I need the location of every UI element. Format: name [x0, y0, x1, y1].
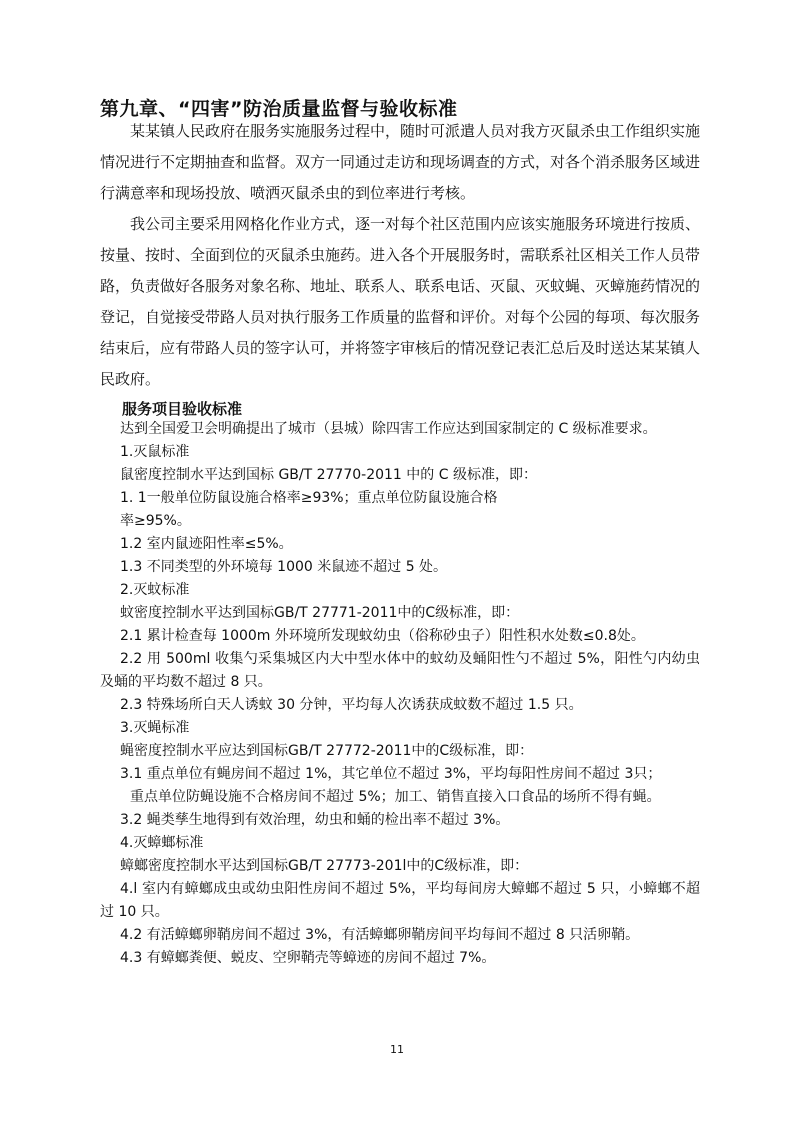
fly-item-1: 3.1 重点单位有蝇房间不超过 1%，其它单位不超过 3%，平均每阳性房间不超过 3只；: [120, 766, 662, 782]
fly-item-2: 3.2 蝇类孳生地得到有效治理，幼虫和蛹的检出率不超过 3%。: [120, 812, 510, 828]
mosquito-standard-title: 2.灭蚊标准: [120, 582, 190, 598]
fly-item-1b: 重点单位防蝇设施不合格房间不超过 5%；加工、销售直接入口食品的场所不得有蝇。: [130, 789, 661, 805]
fly-standard-desc: 蝇密度控制水平应达到国标GB/T 27772-2011中的C级标准，即：: [120, 743, 534, 759]
paragraph-grid-operation: 我公司主要采用网格化作业方式，逐一对每个社区范围内应该实施服务环境进行按质、按量、按时、全面到位的灭鼠杀虫施药。进入各个开展服务时，需联系社区相关工作人员带路，负责做好各服务对象名称、地址、联系人、联系电话、灭鼠、灭蚊蝇、灭蟑施药情况的登记，自觉接受带路人员对执行服务工作质量的监督和评价。对每个公园的每项、每次服务结束后，应有带路人员的签字认可，并将签字审核后的情况登记表汇总后及时送达某某镇人民政府。: [100, 215, 701, 388]
mosquito-standard-desc: 蚊密度控制水平达到国标GB/T 27771-2011中的C级标准，即：: [120, 605, 520, 621]
cockroach-item-3: 4.3 有蟑螂粪便、蜕皮、空卵鞘壳等蟑迹的房间不超过 7%。: [120, 950, 496, 966]
page-number: 11: [390, 1043, 404, 1056]
chapter-heading: 第九章、“四害”防治质量监督与验收标准: [100, 98, 458, 120]
mosquito-item-3: 2.3 特殊场所白天人诱蚊 30 分钟，平均每人次诱获成蚊数不超过 1.5 只。: [120, 697, 583, 713]
rat-standard-desc: 鼠密度控制水平达到国标 GB/T 27770-2011 中的 C 级标准，即：: [120, 467, 537, 483]
standards-intro: 达到全国爱卫会明确提出了城市（县城）除四害工作应达到国家制定的 C 级标准要求。: [120, 421, 657, 437]
rat-item-1-line2: 率≥95%。: [120, 513, 191, 529]
cockroach-standard-title: 4.灭蟑螂标准: [120, 835, 204, 851]
cockroach-item-2: 4.2 有活蟑螂卵鞘房间不超过 3%，有活蟑螂卵鞘房间平均每间不超过 8 只活卵鞘。: [120, 927, 640, 943]
cockroach-item-1: 4.l 室内有蟑螂成虫或幼虫阳性房间不超过 5%，平均每间房大蟑螂不超过 5 只，小蟑螂不超过 10 只。: [100, 881, 700, 920]
fly-standard-title: 3.灭蝇标准: [120, 720, 190, 736]
paragraph-supervision: 某某镇人民政府在服务实施服务过程中，随时可派遣人员对我方灭鼠杀虫工作组织实施情况进行不定期抽查和监督。双方一同通过走访和现场调查的方式，对各个消杀服务区域进行满意率和现场投放、喷洒灭鼠杀虫的到位率进行考核。: [100, 122, 701, 202]
rat-item-1-line1: 1. 1一般单位防鼠设施合格率≥93%；重点单位防鼠设施合格: [120, 490, 498, 506]
acceptance-standards: [100, 418, 700, 970]
rat-item-3: 1.3 不同类型的外环境每 1000 米鼠迹不超过 5 处。: [120, 559, 448, 575]
rat-item-2: 1.2 室内鼠迹阳性率≤5%。: [120, 536, 293, 552]
section-subheading: 服务项目验收标准: [122, 400, 243, 418]
cockroach-standard-desc: 蟑螂密度控制水平达到国标GB/T 27773-201l中的C级标准，即：: [120, 858, 529, 874]
mosquito-item-1: 2.1 累计检查每 1000m 外环境所发现蚊幼虫（俗称砂虫子）阳性积水处数≤0.8处。: [120, 628, 645, 644]
rat-standard-title: 1.灭鼠标准: [120, 444, 190, 460]
mosquito-item-2: 2.2 用 500ml 收集勺采集城区内大中型水体中的蚊幼及蛹阳性勺不超过 5%，阳性勺内幼虫及蛹的平均数不超过 8 只。: [100, 651, 700, 690]
